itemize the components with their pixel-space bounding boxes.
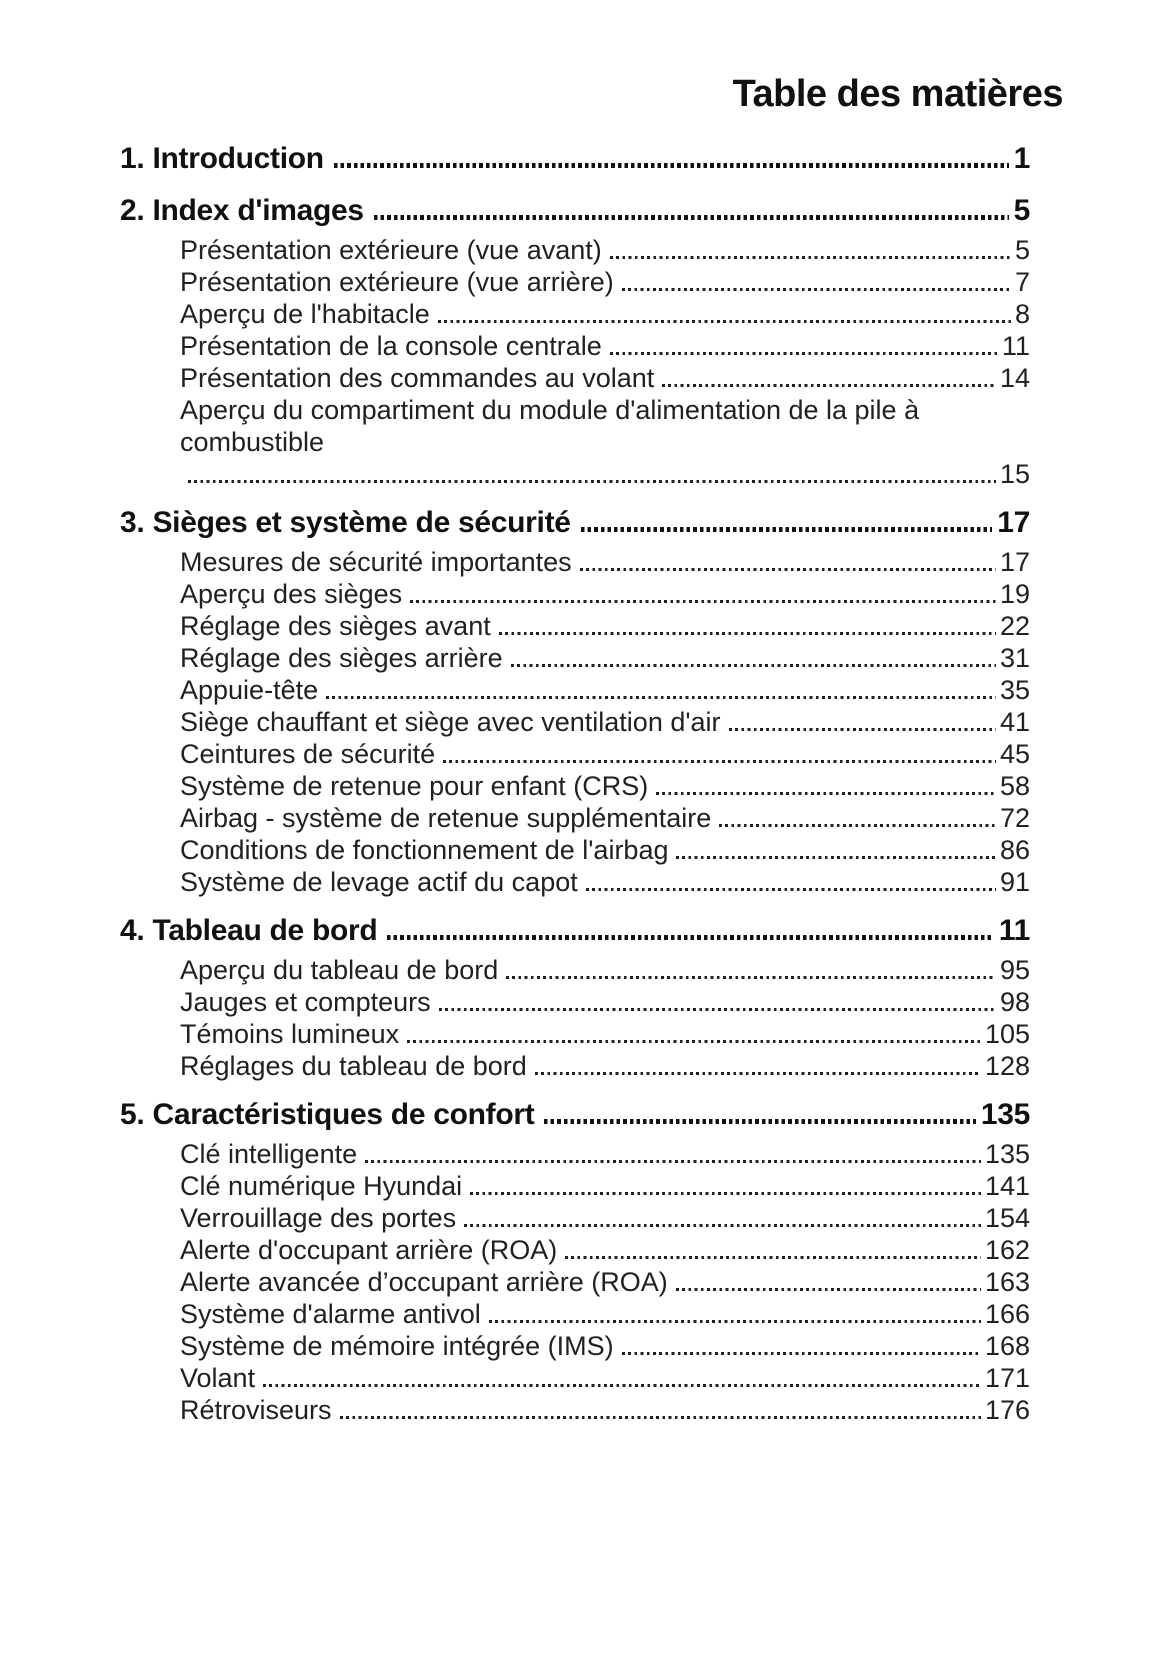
- toc-section-label: 1. Introduction: [120, 142, 324, 175]
- toc-entry[interactable]: [120, 706, 1030, 738]
- dotted-leader: [719, 824, 996, 827]
- toc-entry-label: Clé numérique Hyundai: [180, 1171, 463, 1201]
- toc-entry-label: Aperçu du compartiment du module d'alimentation de la pile à combustible: [180, 395, 920, 457]
- toc-entry[interactable]: [120, 1170, 1030, 1202]
- toc-entry-label: Clé intelligente: [180, 1139, 358, 1169]
- toc-entry[interactable]: [120, 802, 1030, 834]
- dotted-leader: [439, 1008, 996, 1011]
- toc-entry-page-number: 8: [1014, 299, 1030, 329]
- toc-entry-label: Conditions de fonctionnement de l'airbag: [180, 835, 669, 865]
- toc-section-page-number: 11: [998, 914, 1030, 947]
- toc-entry[interactable]: [120, 738, 1030, 770]
- toc-entry[interactable]: [120, 298, 1030, 330]
- toc-entry[interactable]: [120, 1330, 1030, 1362]
- toc-entry-label: Jauges et compteurs: [180, 987, 431, 1017]
- toc-entry-page-number: 168: [984, 1331, 1030, 1361]
- toc-entry[interactable]: [120, 330, 1030, 362]
- toc-entry-label: Aperçu du tableau de bord: [180, 955, 499, 985]
- toc-entry-label: Ceintures de sécurité: [180, 739, 436, 769]
- toc-section-entry[interactable]: [120, 912, 1030, 950]
- dotted-leader: [326, 696, 996, 699]
- dotted-leader: [374, 215, 1009, 220]
- toc-entry-page-number: 135: [984, 1139, 1030, 1169]
- dotted-leader: [464, 1224, 981, 1227]
- dotted-leader: [565, 1256, 981, 1259]
- toc-entry-page-number: 141: [984, 1171, 1030, 1201]
- dotted-leader: [622, 1352, 981, 1355]
- toc-entry-label: Réglage des sièges avant: [180, 611, 491, 641]
- toc-entry-page-number: 72: [999, 803, 1030, 833]
- toc-entry-page-number: 162: [984, 1235, 1030, 1265]
- toc-entry-label: Système de levage actif du capot: [180, 867, 578, 897]
- toc-entry-label: Rétroviseurs: [180, 1395, 332, 1425]
- dotted-leader: [656, 792, 996, 795]
- toc-entry[interactable]: [120, 866, 1030, 898]
- toc-entry[interactable]: [120, 234, 1030, 266]
- toc-entry-label: Réglage des sièges arrière: [180, 643, 503, 673]
- toc-entry-page-number: 128: [984, 1051, 1030, 1081]
- toc-entry[interactable]: [120, 642, 1030, 674]
- dotted-leader: [334, 163, 1009, 168]
- dotted-leader: [676, 1288, 981, 1291]
- toc-section-label: 2. Index d'images: [120, 194, 364, 227]
- toc-entry-page-number: 171: [984, 1363, 1030, 1393]
- toc-section-entry[interactable]: [120, 192, 1030, 230]
- toc-entry-label: Présentation de la console centrale: [180, 331, 602, 361]
- toc-entry-label: Alerte avancée d’occupant arrière (ROA): [180, 1267, 668, 1297]
- toc-entry-page-number: 166: [984, 1299, 1030, 1329]
- toc-section-page-number: 5: [1013, 194, 1030, 227]
- dotted-leader: [581, 527, 993, 532]
- dotted-leader: [263, 1384, 981, 1387]
- toc-entry[interactable]: [120, 1362, 1030, 1394]
- toc-entry-label: Système de mémoire intégrée (IMS): [180, 1331, 614, 1361]
- toc-entry-label: Aperçu de l'habitacle: [180, 299, 430, 329]
- toc-entry-label: Mesures de sécurité importantes: [180, 547, 572, 577]
- toc-entry-label: Aperçu des sièges: [180, 579, 403, 609]
- toc-entry[interactable]: [120, 1050, 1030, 1082]
- toc-entry-label: Airbag - système de retenue supplémentaire: [180, 803, 712, 833]
- toc-section-label: 3. Sièges et système de sécurité: [120, 506, 571, 539]
- dotted-leader: [443, 760, 996, 763]
- toc-entry[interactable]: [120, 674, 1030, 706]
- dotted-leader: [511, 664, 996, 667]
- toc-entry-page-number: 98: [999, 987, 1030, 1017]
- toc-entry-label: Verrouillage des portes: [180, 1203, 457, 1233]
- toc-entry-label: Réglages du tableau de bord: [180, 1051, 527, 1081]
- toc-entry[interactable]: [120, 834, 1030, 866]
- dotted-leader: [544, 1119, 975, 1124]
- dotted-leader: [622, 288, 1011, 291]
- toc-entry[interactable]: [120, 1018, 1030, 1050]
- toc-entry-page-number: 31: [999, 643, 1030, 673]
- toc-entry-page-number: 45: [999, 739, 1030, 769]
- toc-section-page-number: 1: [1013, 142, 1030, 175]
- toc-entry[interactable]: [120, 1394, 1030, 1426]
- toc-entry-page-number: 22: [999, 611, 1030, 641]
- toc-entry-label: Siège chauffant et siège avec ventilation d'air: [180, 707, 721, 737]
- toc-entry-page-number: 91: [999, 867, 1030, 897]
- toc-entry[interactable]: [120, 578, 1030, 610]
- dotted-leader: [676, 856, 995, 859]
- toc-entry-page-number: 58: [999, 771, 1030, 801]
- dotted-leader: [662, 384, 996, 387]
- dotted-leader: [610, 352, 998, 355]
- toc-entry-label: Appuie-tête: [180, 675, 319, 705]
- toc-entry-page-number: 163: [984, 1267, 1030, 1297]
- toc-entry-label: Système de retenue pour enfant (CRS): [180, 771, 649, 801]
- toc-entry[interactable]: [120, 1234, 1030, 1266]
- dotted-leader: [535, 1072, 981, 1075]
- toc-entry-page-number: 7: [1014, 267, 1030, 297]
- toc-entry[interactable]: [120, 610, 1030, 642]
- page-title: Table des matières: [732, 73, 1063, 115]
- dotted-leader: [610, 256, 1011, 259]
- toc-section-entry[interactable]: [120, 504, 1030, 542]
- dotted-leader: [470, 1192, 981, 1195]
- toc-entry-label: Présentation extérieure (vue avant): [180, 235, 602, 265]
- toc-section-page-number: 135: [980, 1098, 1030, 1131]
- dotted-leader: [340, 1416, 981, 1419]
- toc-entry-page-number: 154: [984, 1203, 1030, 1233]
- toc-entry[interactable]: [120, 1266, 1030, 1298]
- toc-entry-page-number: 105: [984, 1019, 1030, 1049]
- toc-entry[interactable]: [120, 1298, 1030, 1330]
- toc-entry-page-number: 176: [984, 1395, 1030, 1425]
- toc-entry[interactable]: [120, 770, 1030, 802]
- toc-entry-page-number: 86: [999, 835, 1030, 865]
- toc-entry-label: Système d'alarme antivol: [180, 1299, 481, 1329]
- toc: [120, 140, 1030, 1426]
- toc-section-label: 4. Tableau de bord: [120, 914, 378, 947]
- toc-entry[interactable]: [120, 1138, 1030, 1170]
- toc-entry-page-number: 17: [999, 547, 1030, 577]
- dotted-leader: [407, 1040, 981, 1043]
- toc-entry-label: Présentation des commandes au volant: [180, 363, 655, 393]
- toc-section-entry[interactable]: [120, 140, 1030, 178]
- dotted-leader: [365, 1160, 981, 1163]
- toc-entry-page-number: 19: [999, 579, 1030, 609]
- dotted-leader: [580, 568, 996, 571]
- toc-entry-label: Volant: [180, 1363, 256, 1393]
- toc-entry[interactable]: [120, 266, 1030, 298]
- toc-entry-page-number: 11: [1001, 331, 1030, 361]
- toc-entry[interactable]: [120, 1202, 1030, 1234]
- toc-entry-page-number: 15: [999, 459, 1030, 489]
- toc-entry-page-number: 41: [999, 707, 1030, 737]
- toc-entry-page-number: 35: [999, 675, 1030, 705]
- toc-entry-label: Alerte d'occupant arrière (ROA): [180, 1235, 558, 1265]
- dotted-leader: [188, 480, 996, 483]
- dotted-leader: [506, 976, 996, 979]
- dotted-leader: [729, 728, 996, 731]
- toc-entry-page-number: 95: [999, 955, 1030, 985]
- toc-entry[interactable]: [120, 394, 1030, 490]
- toc-entry-page-number: 14: [999, 363, 1030, 393]
- dotted-leader: [387, 935, 993, 940]
- dotted-leader: [438, 320, 1011, 323]
- toc-entry[interactable]: [120, 362, 1030, 394]
- dotted-leader: [586, 888, 996, 891]
- dotted-leader: [489, 1320, 981, 1323]
- toc-section-page-number: 17: [997, 506, 1030, 539]
- toc-section-entry[interactable]: [120, 1096, 1030, 1134]
- dotted-leader: [499, 632, 996, 635]
- toc-section-label: 5. Caractéristiques de confort: [120, 1098, 535, 1131]
- toc-entry[interactable]: [120, 546, 1030, 578]
- toc-entry-label: Témoins lumineux: [180, 1019, 400, 1049]
- toc-entry[interactable]: [120, 954, 1030, 986]
- toc-entry-label: Présentation extérieure (vue arrière): [180, 267, 614, 297]
- toc-entry[interactable]: [120, 986, 1030, 1018]
- toc-entry-page-number: 5: [1014, 235, 1030, 265]
- dotted-leader: [410, 600, 996, 603]
